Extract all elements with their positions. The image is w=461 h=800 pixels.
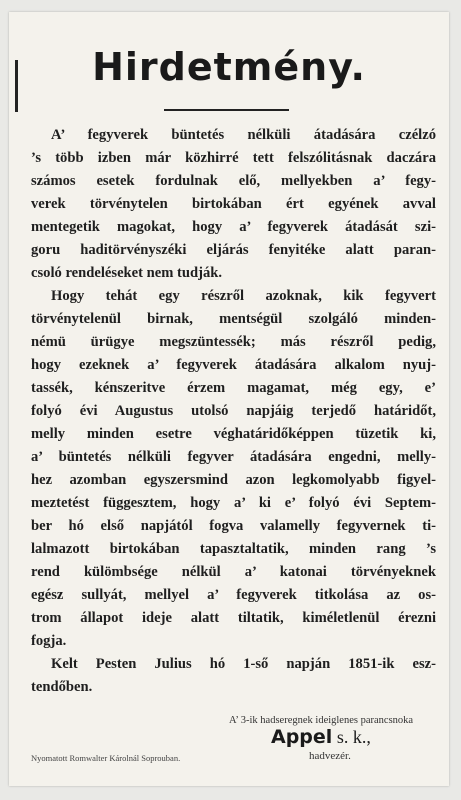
signature-name: Appel bbox=[271, 726, 333, 748]
body-line: meztetést függesztem, hogy a’ ki e’ folyó évi Septem- bbox=[31, 495, 436, 511]
body-line: csoló rendeléseket nem tudják. bbox=[31, 265, 223, 281]
body-line: Hogy tehát egy részről azoknak, kik fegyvert bbox=[51, 288, 436, 304]
body-line: verek törvénytelen birtokában ért egyének avval bbox=[31, 196, 436, 212]
signature bbox=[271, 726, 371, 748]
body-line: mentegetik magokat, hogy a’ fegyverek átadását szi- bbox=[31, 219, 436, 235]
signature-rank: hadvezér. bbox=[309, 750, 351, 762]
body-line: némü ürügye megszüntessék; más részről pedig, bbox=[31, 334, 436, 350]
body-line: ’s több izben már közhirré tett felszólitásnak daczára bbox=[31, 150, 436, 166]
printer-note: Nyomatott Romwalter Károlnál Soprouban. bbox=[31, 753, 181, 763]
body-line: a’ büntetés nélküli fegyver átadására engedni, melly- bbox=[31, 449, 436, 465]
body-line: lalmazott birtokában tapasztaltatik, minden rang ’s bbox=[31, 541, 436, 557]
body-line: goru haditörvényszéki eljárás fenyitéke alatt paran- bbox=[31, 242, 436, 258]
poster-body bbox=[31, 124, 436, 699]
body-line: trom állapot ideje alatt tiltatik, kiméletlenül érezni bbox=[31, 610, 436, 626]
body-line: fogja. bbox=[31, 633, 67, 649]
body-line: rend külömbsége nélkül a’ katonai törvényeknek bbox=[31, 564, 436, 580]
body-line: tassék, kénszeritve érzem magamat, még egy, e’ bbox=[31, 380, 436, 396]
poster-sheet bbox=[9, 12, 449, 786]
body-line: A’ fegyverek büntetés nélküli átadására czélzó bbox=[51, 127, 436, 143]
body-line: hez azomban egyszersmind azon legkomolyabb figyel- bbox=[31, 472, 436, 488]
body-line: melly minden esetre véghatáridőképpen tüzetik ki, bbox=[31, 426, 436, 442]
body-line: Kelt Pesten Julius hó 1-ső napján 1851-ik esz- bbox=[51, 656, 436, 672]
body-line: törvénytelenül birnak, mentségül szolgáló minden- bbox=[31, 311, 436, 327]
body-line: hogy ezeknek a’ fegyverek átadására alkalom nyuj- bbox=[31, 357, 436, 373]
signature-suffix: s. k., bbox=[332, 727, 371, 747]
body-line: ber hó első napjától fogva valamelly fegyvernek ti- bbox=[31, 518, 436, 534]
body-line: egész sullyát, mellyel a’ fegyverek titkolása az os- bbox=[31, 587, 436, 603]
body-line: folyó évi Augustus utolsó napjáig terjedő határidőt, bbox=[31, 403, 436, 419]
poster-title: Hirdetmény. bbox=[92, 45, 366, 89]
body-line: tendőben. bbox=[31, 679, 93, 695]
signature-title: A’ 3-ik hadseregnek ideiglenes parancsnoka bbox=[229, 715, 414, 726]
title-rule bbox=[164, 109, 289, 111]
body-line: számos esetek fordulnak elő, mellyekben a’ fegy- bbox=[31, 173, 436, 189]
